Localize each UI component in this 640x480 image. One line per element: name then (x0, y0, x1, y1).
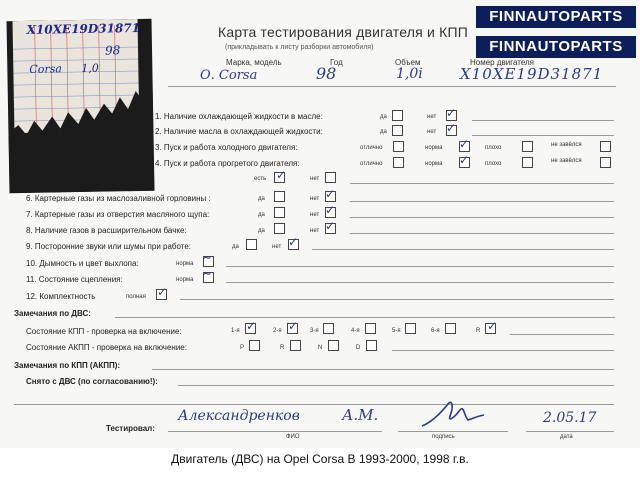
q3-not-started-box[interactable] (600, 141, 611, 152)
date-line (526, 431, 614, 432)
tester-initials: А.М. (342, 406, 379, 424)
kpp-manual-line (510, 334, 614, 335)
q7-check-mark: ✓ (325, 203, 336, 217)
value-volume: 1,0i (396, 66, 423, 82)
header-engine: Номер двигателя (470, 58, 535, 67)
gear-6-label: 6-я (431, 328, 440, 334)
auto-p-label: P (240, 345, 245, 351)
gear-3-box[interactable] (323, 323, 334, 334)
q8-yes-label: да (258, 228, 265, 234)
q1-yes-label: да (380, 114, 387, 120)
q3-normal-label: норма (425, 145, 443, 151)
q12-line (180, 299, 614, 300)
q3-bad-box[interactable] (522, 141, 533, 152)
q6-check-mark: ✓ (325, 187, 336, 201)
kpp-auto-line (392, 350, 614, 351)
q10-normal-label: норма (176, 261, 194, 267)
q9-yes-box[interactable] (246, 239, 257, 250)
q2-check-mark: ✓ (446, 121, 457, 135)
q5-est-label: есть (254, 176, 267, 182)
gear-1-label: 1-я (231, 328, 240, 334)
header-year: Год (330, 58, 343, 67)
tested-label: Тестировал: (106, 424, 155, 433)
q4-label: 4. Пуск и работа прогретого двигателя: (155, 159, 300, 168)
q4-excellent-label: отлично (360, 161, 383, 167)
kpp-manual-label: Состояние КПП - проверка на включение: (26, 327, 182, 336)
remarks-kpp-label: Замечания по КПП (АКПП): (14, 361, 121, 370)
gear-2-check: ✓ (288, 319, 299, 333)
q2-line (472, 135, 614, 136)
removed-label: Снято с ДВС (по согласованию!): (26, 377, 158, 386)
q9-line (312, 249, 614, 250)
q7-label: 7. Картерные газы из отверстия масляного щупа: (26, 210, 210, 219)
header-model: Марка, модель (226, 58, 282, 67)
auto-d-box[interactable] (366, 340, 377, 351)
q4-not-started-box[interactable] (600, 157, 611, 168)
gear-r-check: ✓ (487, 319, 498, 333)
q1-label: 1. Наличие охлаждающей жидкости в масле: (155, 112, 323, 121)
form-subtitle: (прикладывать к листу разборки автомобиля) (225, 44, 374, 51)
q1-no-label: нет (427, 114, 437, 120)
q10-line (226, 266, 614, 267)
remarks-engine-line (115, 317, 615, 318)
value-year: 98 (316, 64, 337, 83)
tester-name: Александренков (178, 408, 300, 424)
q10-tilde-mark: ∼ (203, 253, 212, 264)
q6-yes-label: да (258, 196, 265, 202)
q7-yes-label: да (258, 212, 265, 218)
gear-4-label: 4-я (351, 328, 360, 334)
date-value: 2.05.17 (543, 410, 597, 426)
q6-label: 6. Картерные газы из маслозаливной горловины : (26, 194, 211, 203)
q6-yes-box[interactable] (274, 191, 285, 202)
gear-r-label: R (476, 328, 481, 334)
q1-yes-box[interactable] (392, 110, 403, 121)
q2-label: 2. Наличие масла в охлаждающей жидкости: (155, 127, 323, 136)
auto-r-box[interactable] (290, 340, 301, 351)
q12-label: 12. Комплектность (26, 292, 96, 301)
q2-yes-box[interactable] (392, 125, 403, 136)
q11-label: 11. Состояние сцепления: (26, 275, 123, 284)
tag-year: 98 (104, 43, 121, 58)
signature-label: подпись (432, 434, 455, 440)
q3-excellent-label: отлично (360, 145, 383, 151)
value-model: О. Corsa (200, 68, 258, 83)
q12-full-label: полная (126, 294, 146, 300)
q4-bad-box[interactable] (522, 157, 533, 168)
auto-n-box[interactable] (328, 340, 339, 351)
q9-no-label: нет (272, 244, 282, 250)
q5-check-mark: ✓ (276, 168, 287, 182)
header-underline (168, 86, 616, 87)
q11-line (226, 282, 614, 283)
remarks-engine-label: Замечания по ДВС: (14, 309, 91, 318)
q3-bad-label: плохо (485, 145, 502, 151)
q5-no-label: нет (310, 176, 320, 182)
q5-line (350, 183, 614, 184)
q3-excellent-box[interactable] (393, 141, 404, 152)
q4-check-mark: ✓ (459, 153, 470, 167)
signature-line (398, 431, 508, 432)
q8-check-mark: ✓ (325, 219, 336, 233)
auto-n-label: N (318, 345, 323, 351)
tag-volume: 1,0 (81, 61, 99, 75)
q4-not-started-label: не завёлся (551, 158, 582, 164)
q11-normal-label: норма (176, 277, 194, 283)
removed-line (178, 385, 614, 386)
engine-tag-photo (7, 19, 155, 194)
gear-6-box[interactable] (445, 323, 456, 334)
kpp-auto-label: Состояние АКПП - проверка на включение: (26, 343, 187, 352)
gear-4-box[interactable] (365, 323, 376, 334)
gear-3-label: 3-я (310, 328, 319, 334)
tag-model: Corsa (29, 62, 62, 76)
q7-yes-box[interactable] (274, 207, 285, 218)
value-engine: X10XE19D31871 (460, 65, 604, 83)
q3-not-started-label: не завёлся (551, 142, 582, 148)
tag-engine-code: X10XE19D31871 (26, 20, 141, 37)
q8-line (350, 233, 614, 234)
q6-no-label: нет (310, 196, 320, 202)
image-caption: Двигатель (ДВС) на Opel Corsa B 1993-2000, 1998 г.в. (171, 452, 469, 466)
auto-p-box[interactable] (249, 340, 260, 351)
q3-check-mark: ✓ (459, 137, 470, 151)
header-volume: Объем (395, 58, 421, 67)
remarks-kpp-line (152, 369, 614, 370)
q8-label: 8. Наличие газов в расширительном бачке: (26, 226, 187, 235)
date-label: дата (560, 434, 573, 440)
watermark-logo-bottom: FINNAUTOPARTS (476, 36, 636, 58)
gear-5-box[interactable] (405, 323, 416, 334)
q1-check-mark: ✓ (446, 106, 457, 120)
q5-no-box[interactable] (325, 172, 336, 183)
gear-5-label: 5-я (392, 328, 401, 334)
q9-yes-label: да (232, 244, 239, 250)
form-title: Карта тестирования двигателя и КПП (218, 24, 468, 40)
signature-mark (418, 396, 488, 434)
q7-no-label: нет (310, 212, 320, 218)
q4-normal-label: норма (425, 161, 443, 167)
q3-label: 3. Пуск и работа холодного двигателя: (155, 143, 298, 152)
q1-line (472, 120, 614, 121)
q10-label: 10. Дымность и цвет выхлопа: (26, 259, 139, 268)
torn-edge (7, 19, 155, 194)
fio-line (168, 431, 382, 432)
q4-excellent-box[interactable] (393, 157, 404, 168)
q4-bad-label: плохо (485, 161, 502, 167)
q9-check-mark: ✓ (288, 235, 299, 249)
fio-label: ФИО (286, 434, 300, 440)
q2-yes-label: да (380, 129, 387, 135)
q12-check-mark: ✓ (157, 285, 168, 299)
q8-no-label: нет (310, 228, 320, 234)
q9-label: 9. Посторонние звуки или шумы при работе: (26, 242, 192, 251)
q11-tilde-mark: ∼ (203, 269, 212, 280)
q8-yes-box[interactable] (274, 223, 285, 234)
q2-no-label: нет (427, 129, 437, 135)
gear-2-label: 2-я (273, 328, 282, 334)
watermark-logo-top: FINNAUTOPARTS (476, 6, 636, 28)
q6-line (350, 201, 614, 202)
q7-line (350, 217, 614, 218)
remarks-extra-line (14, 404, 614, 405)
auto-r-label: R (280, 345, 285, 351)
auto-d-label: D (356, 345, 361, 351)
gear-1-check: ✓ (246, 319, 257, 333)
